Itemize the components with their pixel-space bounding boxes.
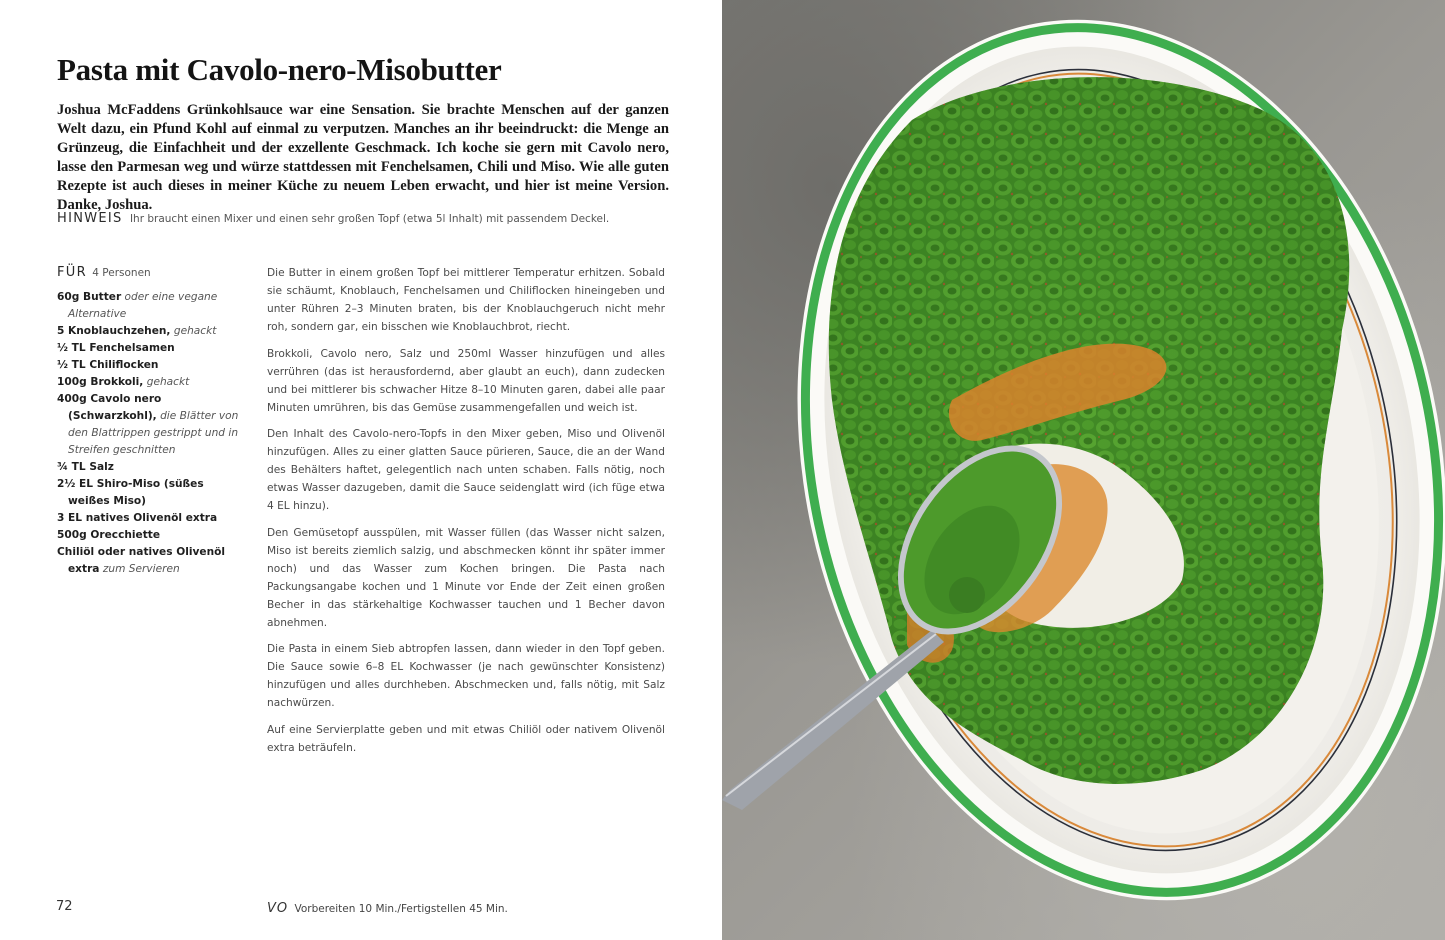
page-number: 72 <box>56 899 73 914</box>
ingredient-item <box>57 357 247 374</box>
ingredient-note: gehackt <box>173 325 217 337</box>
ingredient-item <box>57 289 247 323</box>
hint-label: HINWEIS <box>57 211 123 226</box>
servings-label: FÜR <box>57 265 87 280</box>
ingredient-item <box>57 544 247 578</box>
ingredient-qty: 400g Cavolo nero (Schwarzkohl), <box>57 393 162 422</box>
ingredient-qty: Chiliöl oder natives Olivenöl extra <box>57 546 226 575</box>
recipe-hint <box>57 211 697 226</box>
method-step: Auf eine Servierplatte geben und mit etwas Chiliöl oder nativem Olivenöl extra beträufeln. <box>267 723 665 754</box>
recipe-intro: Joshua McFaddens Grünkohlsauce war eine Sensation. Sie brachte Menschen auf der ganzen Welt dazu, ein Pfund Kohl auf einmal zu verputzen. Manches an ihr beeindruckt: die Menge an Grünzeug, die Einfachheit und der exzellente Geschmack. Ich koche sie gern mit Cavolo nero, lasse den Parmesan weg und würze stattdessen mit Fenchelsamen, Chili und Miso. Wie alle guten Rezepte ist auch dieses in meiner Küche zu neuem Leben erwacht, und hier ist meine Version. Danke, Joshua. <box>57 102 669 213</box>
ingredient-item <box>57 374 247 391</box>
servings-value: 4 Personen <box>92 267 151 279</box>
ingredient-item <box>57 459 247 476</box>
ingredient-qty: 5 Knoblauchzehen, <box>57 325 171 337</box>
ingredient-item <box>57 323 247 340</box>
ingredient-list <box>57 264 247 578</box>
ingredient-item <box>57 340 247 357</box>
ingredient-qty: 100g Brokkoli, <box>57 376 144 388</box>
ingredient-item <box>57 510 247 527</box>
ingredient-note: oder eine vegane Alternative <box>68 291 218 320</box>
servings <box>57 264 247 282</box>
time-info <box>267 901 508 916</box>
method-step: Die Pasta in einem Sieb abtropfen lassen, dann wieder in den Topf geben. Die Sauce sowie 6–8 EL Kochwasser (je nach gewünschter Konsistenz) hinzufügen und alles durchheben. Abschmecken und, falls nötig, mit Salz nachwürzen. <box>267 643 665 709</box>
time-text: Vorbereiten 10 Min./Fertigstellen 45 Min. <box>294 903 508 915</box>
ingredient-qty: 3 EL natives Olivenöl extra <box>57 512 218 524</box>
ingredient-qty: ½ TL Fenchelsamen <box>57 342 175 354</box>
ingredient-note: gehackt <box>146 376 190 388</box>
ingredient-qty: 60g Butter <box>57 291 122 303</box>
ingredient-note: zum Servieren <box>102 563 180 575</box>
ingredient-note: die Blätter von den Blattrippen gestrippt und in Streifen geschnitten <box>68 410 239 456</box>
time-label: VO <box>267 901 289 916</box>
ingredient-qty: ¾ TL Salz <box>57 461 114 473</box>
ingredient-qty: ½ TL Chiliflocken <box>57 359 159 371</box>
ingredient-item <box>57 527 247 544</box>
method-step: Die Butter in einem großen Topf bei mittlerer Temperatur erhitzen. Sobald sie schäumt, Knoblauch, Fenchelsamen und Chiliflocken hineingeben und unter Rühren 2–3 Minuten braten, bis der Knoblauchgeruch nicht mehr roh, sondern gar, ein bisschen wie Knoblauchbrot, riecht. <box>267 267 665 333</box>
method-step: Den Gemüsetopf ausspülen, mit Wasser füllen (das Wasser nicht salzen, Miso ist bereits ziemlich salzig, und abschmecken könnt ihr später immer noch) und das Wasser zum Kochen bringen. Die Pasta nach Packungsangabe kochen und 1 Minute vor Ende der Zeit einen großen Becher in das stärkehaltige Kochwasser tauchen und 1 Becher davon abnehmen. <box>267 526 665 629</box>
hint-text: Ihr braucht einen Mixer und einen sehr großen Topf (etwa 5l Inhalt) mit passendem Deckel. <box>129 213 610 225</box>
ingredient-qty: 2½ EL Shiro-Miso (süßes weißes Miso) <box>57 478 204 507</box>
dish-photo <box>722 0 1445 940</box>
ingredient-item <box>57 391 247 459</box>
method-steps <box>267 264 665 765</box>
dish-illustration <box>722 0 1445 940</box>
ingredient-item <box>57 476 247 510</box>
recipe-title: Pasta mit Cavolo-nero-Misobutter <box>57 52 502 87</box>
ingredient-qty: 500g Orecchiette <box>57 529 161 541</box>
method-step: Brokkoli, Cavolo nero, Salz und 250ml Wasser hinzufügen und alles verrühren (das ist herausfordernd, aber glaubt an euch), dann zudecken und bei mittlerer bis schwacher Hitze 8–10 Minuten garen, dabei alle paar Minuten umrühren, bis das Gemüse zusammengefallen und weich ist. <box>267 347 665 414</box>
recipe-page <box>0 0 722 940</box>
method-step: Den Inhalt des Cavolo-nero-Topfs in den Mixer geben, Miso und Olivenöl hinzufügen. Alles zu einer glatten Sauce pürieren, Sauce, die an der Wand des Behälters haftet, gelegentlich nach unten schaben. Falls nötig, noch etwas Wasser dazugeben, damit die Sauce seidenglatt wird (ich füge etwa 4 EL hinzu). <box>267 428 665 512</box>
